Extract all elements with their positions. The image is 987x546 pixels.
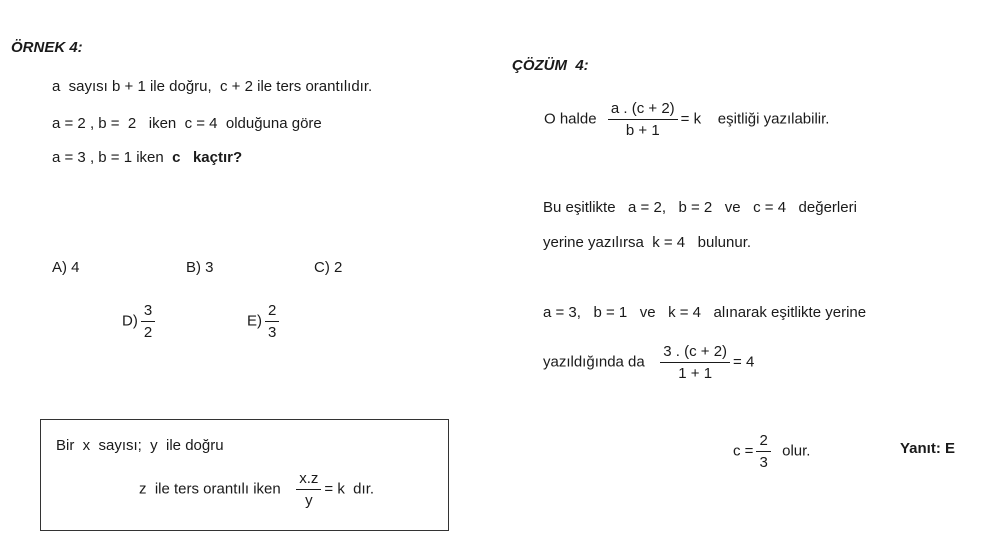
solution-title: ÇÖZÜM 4: [512,57,589,74]
solution-result-numerator: 2 [756,432,770,452]
example-line-3-prefix: a = 3 , b = 1 iken [52,149,173,166]
option-e-label: E) [247,312,262,330]
example-title: ÖRNEK 4: [11,39,83,56]
solution-eq1-prefix: O halde [544,110,597,128]
option-d [122,302,158,341]
option-d-label: D) [122,312,138,330]
option-e-numerator: 2 [265,302,279,322]
solution-eq2-prefix: yazıldığında da [543,353,645,371]
solution-eq2-denominator: 1 + 1 [678,365,713,382]
note-fraction-denominator: y [305,492,313,509]
note-line-1: Bir x sayısı; y ile doğru [56,437,224,454]
note-line-2-prefix: z ile ters orantılı iken [139,480,281,498]
solution-eq1-fraction [608,100,678,139]
example-line-1: a sayısı b + 1 ile doğru, c + 2 ile ters orantılıdır. [52,78,373,95]
option-d-fraction [141,302,155,341]
example-line-3 [52,149,242,167]
option-d-denominator: 2 [143,324,153,341]
option-b: B) 3 [186,259,214,276]
solution-equation-1 [544,100,829,139]
example-question: kaçtır? [192,149,243,166]
option-e [247,302,282,341]
solution-eq1-numerator: a . (c + 2) [608,100,678,120]
solution-para-3-line-1: a = 3, b = 1 ve k = 4 alınarak eşitlikte yerine [543,304,867,321]
option-c: C) 2 [314,259,343,276]
solution-eq2-numerator: 3 . (c + 2) [660,343,730,363]
solution-result-denominator: 3 [759,454,768,471]
solution-eq1-suffix: = k eşitliği yazılabilir. [680,110,830,128]
option-e-denominator: 3 [268,324,277,341]
answer-label: Yanıt: E [900,440,956,457]
note-fraction-numerator: x.z [296,470,321,490]
example-variable: c [172,149,181,166]
solution-result [733,432,810,471]
solution-result-fraction [756,432,770,471]
solution-eq1-denominator: b + 1 [625,122,660,139]
solution-result-suffix: olur. [782,442,811,460]
example-line-2: a = 2 , b = 2 iken c = 4 olduğuna göre [52,115,322,132]
option-e-fraction [265,302,279,341]
solution-equation-2 [543,343,754,382]
solution-eq2-suffix: = 4 [733,353,755,371]
option-a: A) 4 [52,259,80,276]
solution-para-2-line-1: Bu eşitlikte a = 2, b = 2 ve c = 4 değerleri [543,199,857,216]
option-d-numerator: 3 [141,302,155,322]
solution-result-prefix: c = [733,442,754,460]
note-line-2 [139,470,374,509]
solution-eq2-fraction [660,343,730,382]
solution-para-2-line-2: yerine yazılırsa k = 4 bulunur. [543,234,752,251]
note-line-2-suffix: = k dır. [324,480,375,498]
note-fraction [296,470,321,509]
